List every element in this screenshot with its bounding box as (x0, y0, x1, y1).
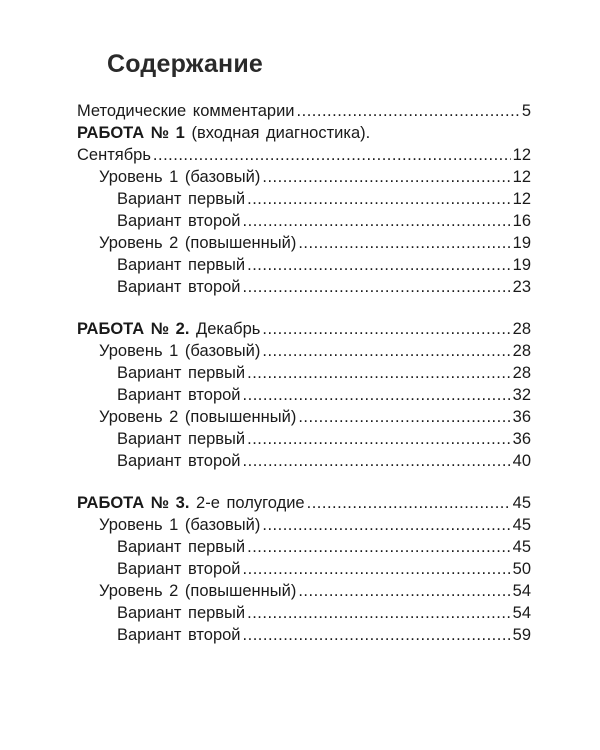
dot-leader (247, 428, 511, 450)
toc-page-number: 36 (512, 408, 531, 426)
toc-page-number: 36 (512, 430, 531, 448)
toc-entry-label: Вариант второй (117, 626, 241, 644)
dot-leader (153, 144, 511, 166)
toc-page-number: 12 (512, 146, 531, 164)
dot-leader (243, 276, 511, 298)
toc-entry[interactable] (77, 188, 531, 210)
toc-entry-label: Уровень 1 (базовый) (99, 516, 261, 534)
toc-page-number: 28 (512, 364, 531, 382)
toc-entry[interactable] (77, 340, 531, 362)
dot-leader (262, 340, 510, 362)
toc-entry[interactable] (77, 166, 531, 188)
toc-entry-label: Вариант первый (117, 364, 246, 382)
toc-page-number: 12 (512, 190, 531, 208)
toc-page-number: 50 (512, 560, 531, 578)
toc-page-number: 28 (512, 342, 531, 360)
toc-entry-label: Вариант первый (117, 430, 246, 448)
toc-page-number: 28 (512, 320, 531, 338)
toc-page-number: 45 (512, 538, 531, 556)
toc-page-number: 45 (512, 494, 531, 512)
toc-entry[interactable] (77, 428, 531, 450)
dot-leader (247, 602, 511, 624)
toc-entry-label: Уровень 2 (повышенный) (99, 234, 297, 252)
toc-entry-label: Вариант первый (117, 538, 246, 556)
toc-entry[interactable] (77, 624, 531, 646)
toc-page-number: 59 (512, 626, 531, 644)
dot-leader (243, 210, 511, 232)
table-of-contents (77, 100, 531, 646)
toc-entry-label: Вариант второй (117, 212, 241, 230)
toc-entry[interactable] (77, 580, 531, 602)
toc-entry-label: Методические комментарии (77, 102, 295, 120)
toc-section-entry[interactable] (77, 318, 531, 340)
toc-page-number: 32 (512, 386, 531, 404)
toc-entry[interactable] (77, 254, 531, 276)
toc-entry-label: Вариант первый (117, 190, 246, 208)
toc-entry-label: Уровень 2 (повышенный) (99, 582, 297, 600)
dot-leader (243, 558, 511, 580)
dot-leader (247, 254, 511, 276)
toc-entry-label: Вариант второй (117, 560, 241, 578)
dot-leader (247, 188, 511, 210)
toc-page-number: 5 (521, 102, 531, 120)
toc-entry[interactable] (77, 406, 531, 428)
toc-entry-label: Уровень 2 (повышенный) (99, 408, 297, 426)
section-subtitle: Декабрь (196, 320, 261, 338)
dot-leader (247, 362, 511, 384)
toc-entry[interactable] (77, 450, 531, 472)
toc-page-number: 40 (512, 452, 531, 470)
dot-leader (298, 232, 510, 254)
dot-leader (247, 536, 511, 558)
dot-leader (243, 624, 511, 646)
dot-leader (243, 450, 511, 472)
toc-entry-label: Вариант первый (117, 604, 246, 622)
dot-leader (262, 318, 510, 340)
section-number: РАБОТА № 2. (77, 320, 190, 338)
toc-entry[interactable] (77, 144, 531, 166)
toc-entry-label: Вариант второй (117, 452, 241, 470)
section-number: РАБОТА № 3. (77, 494, 190, 512)
toc-entry-label: Сентябрь (77, 146, 151, 164)
toc-page-number: 12 (512, 168, 531, 186)
dot-leader (307, 492, 511, 514)
toc-entry[interactable] (77, 362, 531, 384)
toc-page-number: 54 (512, 582, 531, 600)
toc-entry[interactable] (77, 210, 531, 232)
section-subtitle: (входная диагностика). (191, 124, 371, 142)
toc-entry[interactable] (77, 558, 531, 580)
toc-page-number: 16 (512, 212, 531, 230)
section-number: РАБОТА № 1 (77, 124, 185, 142)
toc-entry[interactable] (77, 536, 531, 558)
dot-leader (262, 514, 510, 536)
toc-entry-label: Уровень 1 (базовый) (99, 342, 261, 360)
toc-page-number: 23 (512, 278, 531, 296)
toc-page-number: 19 (512, 256, 531, 274)
toc-page-number: 45 (512, 516, 531, 534)
toc-page-number: 19 (512, 234, 531, 252)
toc-section-heading[interactable] (77, 122, 531, 144)
toc-entry[interactable] (77, 276, 531, 298)
dot-leader (243, 384, 511, 406)
page-title: Содержание (107, 50, 264, 78)
dot-leader (262, 166, 510, 188)
toc-entry[interactable] (77, 384, 531, 406)
dot-leader (298, 406, 510, 428)
toc-entry[interactable] (77, 602, 531, 624)
dot-leader (297, 100, 520, 122)
toc-entry[interactable] (77, 100, 531, 122)
toc-section-entry[interactable] (77, 492, 531, 514)
toc-page-number: 54 (512, 604, 531, 622)
toc-entry-label: Вариант второй (117, 278, 241, 296)
toc-entry-label: Вариант первый (117, 256, 246, 274)
toc-entry[interactable] (77, 232, 531, 254)
toc-entry[interactable] (77, 514, 531, 536)
toc-entry-label: Вариант второй (117, 386, 241, 404)
section-subtitle: 2-е полугодие (196, 494, 305, 512)
toc-entry-label: Уровень 1 (базовый) (99, 168, 261, 186)
dot-leader (298, 580, 510, 602)
